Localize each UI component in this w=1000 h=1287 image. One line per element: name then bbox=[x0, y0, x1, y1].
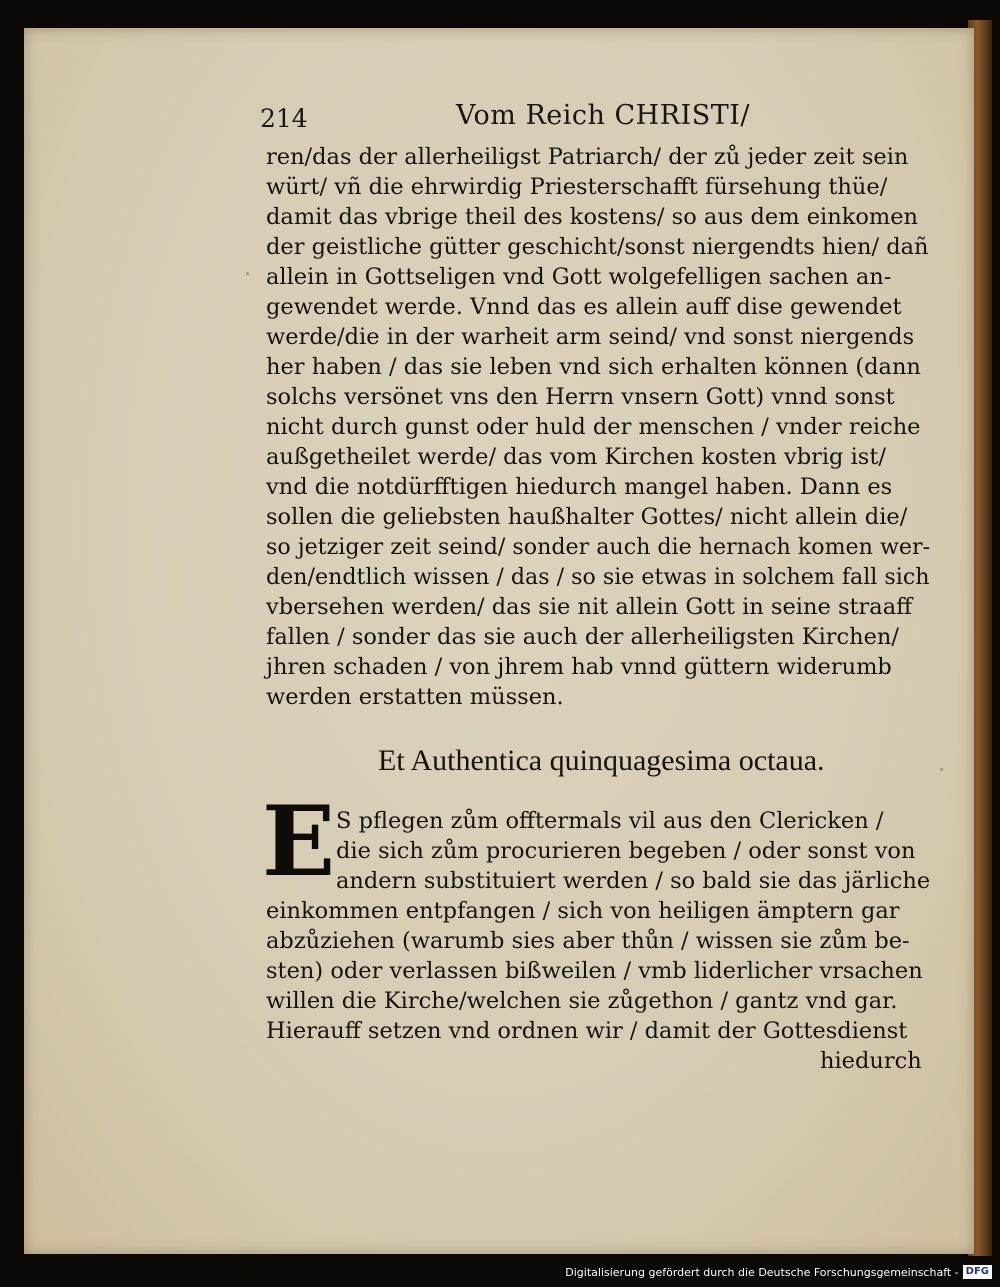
text-line: her haben / das sie leben vnd sich erhalten können (dann bbox=[266, 354, 921, 380]
text-line: solchs versönet vns den Herrn vnsern Gott) vnnd sonst bbox=[266, 384, 895, 410]
drop-cap-initial: E bbox=[262, 785, 336, 898]
text-line: würt/ vñ die ehrwirdig Priesterschafft fürsehung thüe/ bbox=[266, 174, 888, 200]
text-line: den/endtlich wissen / das / so sie etwas in solchem fall sich bbox=[266, 564, 930, 590]
text-line: abzůziehen (warumb sies aber thůn / wissen sie zům be- bbox=[266, 928, 910, 954]
page-header bbox=[256, 100, 936, 140]
text-line: vbersehen werden/ das sie nit allein Gott in seine straaff bbox=[266, 594, 913, 620]
text-line: außgetheilet werde/ das vom Kirchen kosten vbrig ist/ bbox=[266, 444, 886, 470]
page-number: 214 bbox=[260, 104, 308, 133]
dfg-logo: DFG bbox=[963, 1265, 992, 1279]
text-line: sten) oder verlassen bißweilen / vmb liderlicher vrsachen bbox=[266, 958, 923, 984]
text-line: jhren schaden / von jhrem hab vnnd güttern widerumb bbox=[266, 654, 892, 680]
text-line: der geistliche gütter geschicht/sonst niergendts hien/ dañ bbox=[266, 234, 929, 260]
digitization-footer bbox=[565, 1263, 992, 1281]
catchword: hiedurch bbox=[820, 1048, 922, 1074]
text-line: andern substituiert werden / so bald sie das järliche bbox=[336, 868, 931, 894]
text-line: werden erstatten müssen. bbox=[266, 684, 564, 710]
text-line: fallen / sonder das sie auch der allerheiligsten Kirchen/ bbox=[266, 624, 899, 650]
running-title: Vom Reich CHRISTI/ bbox=[456, 100, 750, 131]
text-line: S pflegen zům offtermals vil aus den Clericken / bbox=[336, 808, 884, 834]
text-line: so jetziger zeit seind/ sonder auch die hernach komen wer- bbox=[266, 534, 931, 560]
text-line: ren/das der allerheiligst Patriarch/ der zů jeder zeit sein bbox=[266, 144, 909, 170]
text-line: sollen die geliebsten haußhalter Gottes/ nicht allein die/ bbox=[266, 504, 908, 530]
text-line: damit das vbrige theil des kostens/ so aus dem einkomen bbox=[266, 204, 919, 230]
paper-speck bbox=[246, 272, 249, 275]
text-line: allein in Gottseligen vnd Gott wolgefelligen sachen an- bbox=[266, 264, 892, 290]
section-heading: Et Authentica quinquagesima octaua. bbox=[378, 744, 825, 777]
text-line: willen die Kirche/welchen sie zůgethon / gantz vnd gar. bbox=[266, 988, 898, 1014]
text-line: Hierauff setzen vnd ordnen wir / damit der Gottesdienst bbox=[266, 1018, 908, 1044]
text-line: nicht durch gunst oder huld der menschen / vnder reiche bbox=[266, 414, 921, 440]
text-line: einkommen entpfangen / sich von heiligen ämptern gar bbox=[266, 898, 900, 924]
text-line: werde/die in der warheit arm seind/ vnd sonst niergends bbox=[266, 324, 915, 350]
footer-credit: Digitalisierung gefördert durch die Deutsche Forschungsgemeinschaft - bbox=[565, 1265, 959, 1279]
text-line: vnd die notdürfftigen hiedurch mangel haben. Dann es bbox=[266, 474, 893, 500]
text-line: die sich zům procurieren begeben / oder sonst von bbox=[336, 838, 916, 864]
text-line: gewendet werde. Vnnd das es allein auff dise gewendet bbox=[266, 294, 902, 320]
paper-speck bbox=[940, 768, 943, 771]
